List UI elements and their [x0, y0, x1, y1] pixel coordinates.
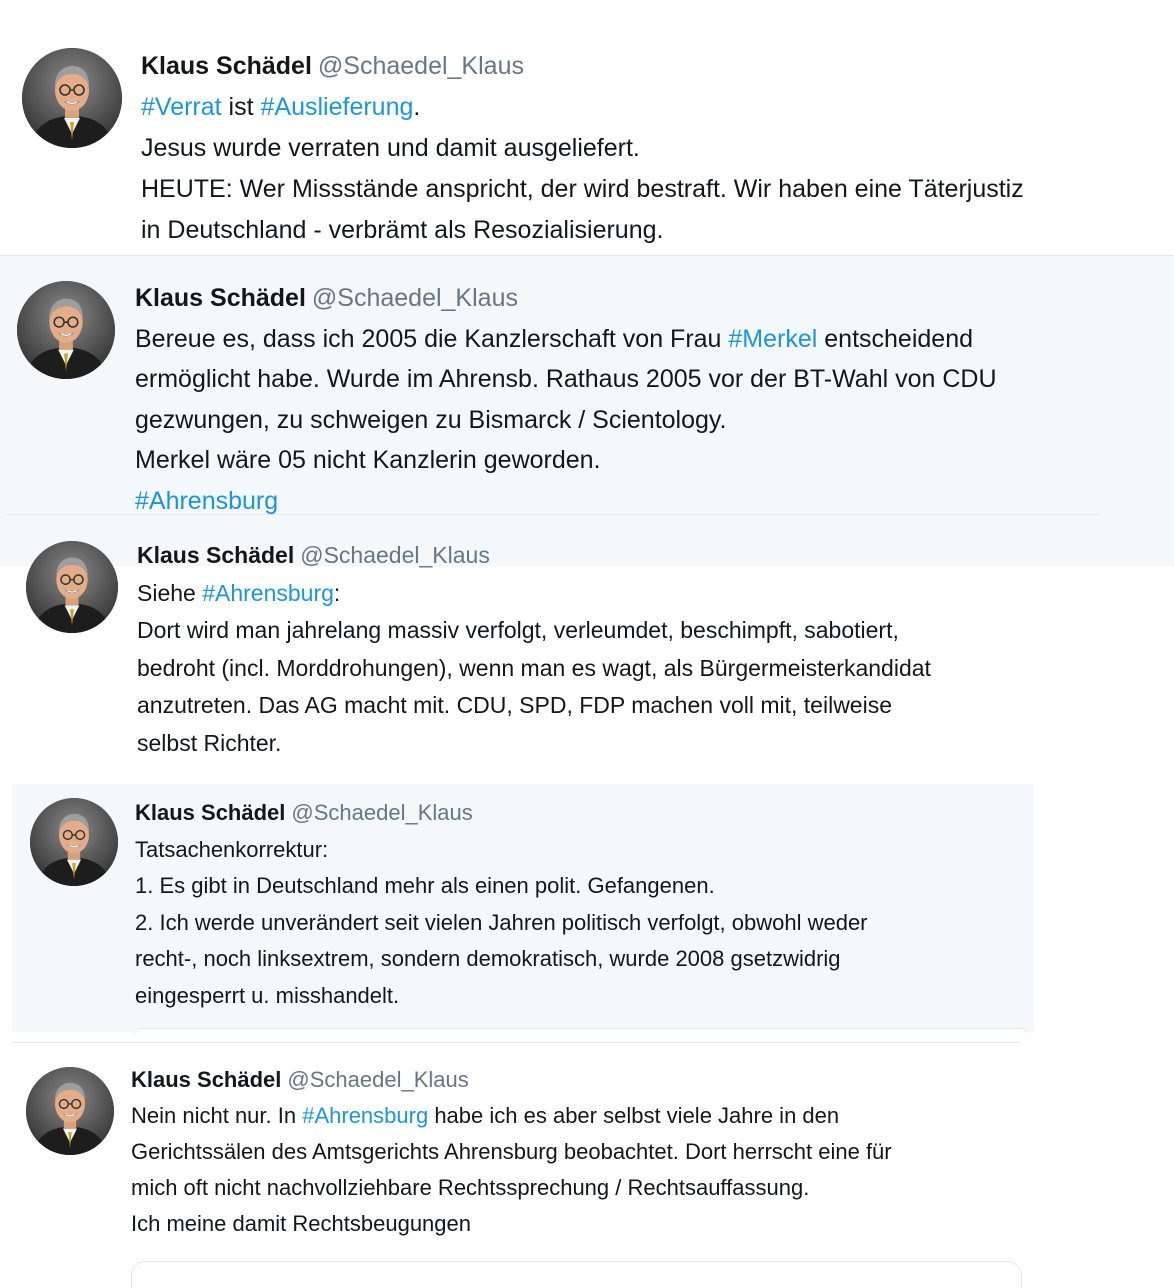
- tweet-text-line: [137, 687, 931, 725]
- hashtag-link[interactable]: #Auslieferung: [260, 93, 414, 121]
- user-avatar-icon[interactable]: [26, 1067, 114, 1155]
- tweet-text-line: [135, 400, 997, 441]
- user-avatar-icon[interactable]: [17, 281, 115, 379]
- hashtag-link[interactable]: #Verrat: [141, 93, 222, 121]
- tweet-text-line: [137, 612, 931, 650]
- author-handle[interactable]: @Schaedel_Klaus: [317, 52, 524, 80]
- tweet-text-line: [135, 440, 997, 481]
- tweet-text-segment: Dort wird man jahrelang massiv verfolgt, verleumdet, beschimpft, sabotiert,: [137, 617, 899, 643]
- tweet-text-line: [137, 575, 931, 613]
- tweet-text-segment: bedroht (incl. Morddrohungen), wenn man es wagt, als Bürgermeisterkandidat: [137, 654, 931, 681]
- tweet-text-line: [141, 87, 1024, 128]
- tweet-text-segment: habe ich es aber selbst viele Jahre in den: [428, 1103, 840, 1128]
- tweet-text-line: [137, 725, 931, 763]
- tweet[interactable]: [12, 1042, 1020, 1285]
- tweet-header: [135, 278, 997, 319]
- hashtag-link[interactable]: #Merkel: [728, 324, 818, 353]
- tweet-text-segment: Siehe: [137, 579, 203, 606]
- tweet-text-segment: eingesperrt u. misshandelt.: [135, 982, 400, 1008]
- tweet-text-line: [141, 128, 1024, 169]
- tweet-text-line: [131, 1134, 892, 1170]
- author-name[interactable]: Klaus Schädel: [135, 800, 286, 825]
- tweet-text-line: [135, 832, 868, 869]
- tweet-text-line: [131, 1098, 892, 1134]
- tweet-text-segment: gezwungen, zu schweigen zu Bismarck / Scientology.: [135, 405, 727, 434]
- tweet-text: [135, 832, 868, 1015]
- tweet-text-segment: Nein nicht nur. In: [131, 1103, 303, 1128]
- tweet-text-line: [137, 650, 931, 688]
- tweet-text-segment: Bereue es, dass ich 2005 die Kanzlerschaft von Frau: [135, 324, 729, 353]
- author-name[interactable]: Klaus Schädel: [141, 52, 312, 80]
- user-avatar-icon[interactable]: [22, 48, 122, 148]
- tweet-text-segment: mich oft nicht nachvollziehbare Rechtssprechung / Rechtsauffassung.: [131, 1175, 810, 1200]
- hashtag-link[interactable]: #Ahrensburg: [202, 579, 334, 606]
- tweet-text: [137, 575, 931, 763]
- tweet-text-segment: ist: [221, 93, 261, 121]
- tweet-text-segment: in Deutschland - verbrämt als Resozialisierung.: [141, 216, 664, 244]
- author-name[interactable]: Klaus Schädel: [131, 1067, 282, 1092]
- tweet-header: [131, 1062, 892, 1098]
- tweet-text-segment: anzutreten. Das AG macht mit. CDU, SPD, FDP machen voll mit, teilweise: [137, 692, 892, 718]
- reply-box[interactable]: [135, 1028, 1027, 1033]
- tweet-text-segment: ermöglicht habe. Wurde im Ahrensb. Rathaus 2005 vor der BT-Wahl von CDU: [135, 365, 997, 393]
- tweet-text-segment: Jesus wurde verraten und damit ausgeliefert.: [141, 134, 640, 162]
- tweet-text-line: [141, 169, 1024, 210]
- tweet-text-segment: recht-, noch linksextrem, sondern demokratisch, wurde 2008 gsetzwidrig: [135, 946, 841, 971]
- tweet-text-line: [131, 1206, 892, 1242]
- tweet-text-line: [141, 210, 1024, 251]
- tweet-text-segment: selbst Richter.: [137, 729, 282, 756]
- tweet-text-line: [131, 1170, 892, 1206]
- tweet-text-line: [135, 941, 868, 978]
- tweet-header: [135, 795, 868, 832]
- tweet-text-segment: Merkel wäre 05 nicht Kanzlerin geworden.: [135, 446, 601, 474]
- user-avatar-icon[interactable]: [26, 541, 118, 633]
- tweet-text-segment: Tatsachenkorrektur:: [135, 836, 329, 862]
- tweet-text-segment: 2. Ich werde unverändert seit vielen Jahren politisch verfolgt, obwohl weder: [135, 909, 868, 935]
- tweet-text-line: [135, 319, 997, 360]
- tweet-text-line: [135, 978, 868, 1015]
- reply-box[interactable]: [131, 1261, 1022, 1288]
- author-handle[interactable]: @Schaedel_Klaus: [300, 542, 490, 568]
- tweet-text-segment: :: [333, 579, 341, 606]
- tweet-content: [135, 278, 997, 521]
- author-handle[interactable]: @Schaedel_Klaus: [287, 1067, 469, 1092]
- tweet[interactable]: [6, 514, 1100, 784]
- tweet-text-segment: entscheidend: [817, 324, 974, 353]
- tweet-text-line: [135, 868, 868, 905]
- author-handle[interactable]: @Schaedel_Klaus: [311, 284, 518, 312]
- tweet-text-segment: HEUTE: Wer Missstände anspricht, der wird bestraft. Wir haben eine Täterjustiz: [141, 175, 1024, 203]
- tweet-header: [137, 537, 931, 575]
- tweet-content: [135, 795, 868, 1014]
- hashtag-link[interactable]: #Ahrensburg: [135, 486, 279, 515]
- tweet-text-line: [135, 359, 997, 400]
- author-name[interactable]: Klaus Schädel: [137, 542, 295, 568]
- hashtag-link[interactable]: #Ahrensburg: [302, 1103, 429, 1128]
- tweet-content: [131, 1062, 892, 1242]
- tweet-text-segment: .: [413, 93, 421, 121]
- tweet-text: [141, 87, 1024, 251]
- author-handle[interactable]: @Schaedel_Klaus: [291, 800, 473, 825]
- tweet[interactable]: [0, 0, 1174, 255]
- tweet-text-segment: 1. Es gibt in Deutschland mehr als einen polit. Gefangenen.: [135, 873, 715, 898]
- tweet-content: [137, 537, 931, 762]
- tweet[interactable]: [12, 784, 1034, 1032]
- tweet-header: [141, 46, 1024, 87]
- tweet-content: [141, 46, 1024, 251]
- tweet-text: [135, 319, 997, 522]
- tweet-text-line: [135, 905, 868, 942]
- author-name[interactable]: Klaus Schädel: [135, 284, 306, 312]
- user-avatar-icon[interactable]: [30, 798, 118, 886]
- tweet-text-segment: Gerichtssälen des Amtsgerichts Ahrensburg beobachtet. Dort herrscht eine für: [131, 1139, 892, 1164]
- tweet-text: [131, 1098, 892, 1242]
- tweet-text-segment: Ich meine damit Rechtsbeugungen: [131, 1211, 471, 1236]
